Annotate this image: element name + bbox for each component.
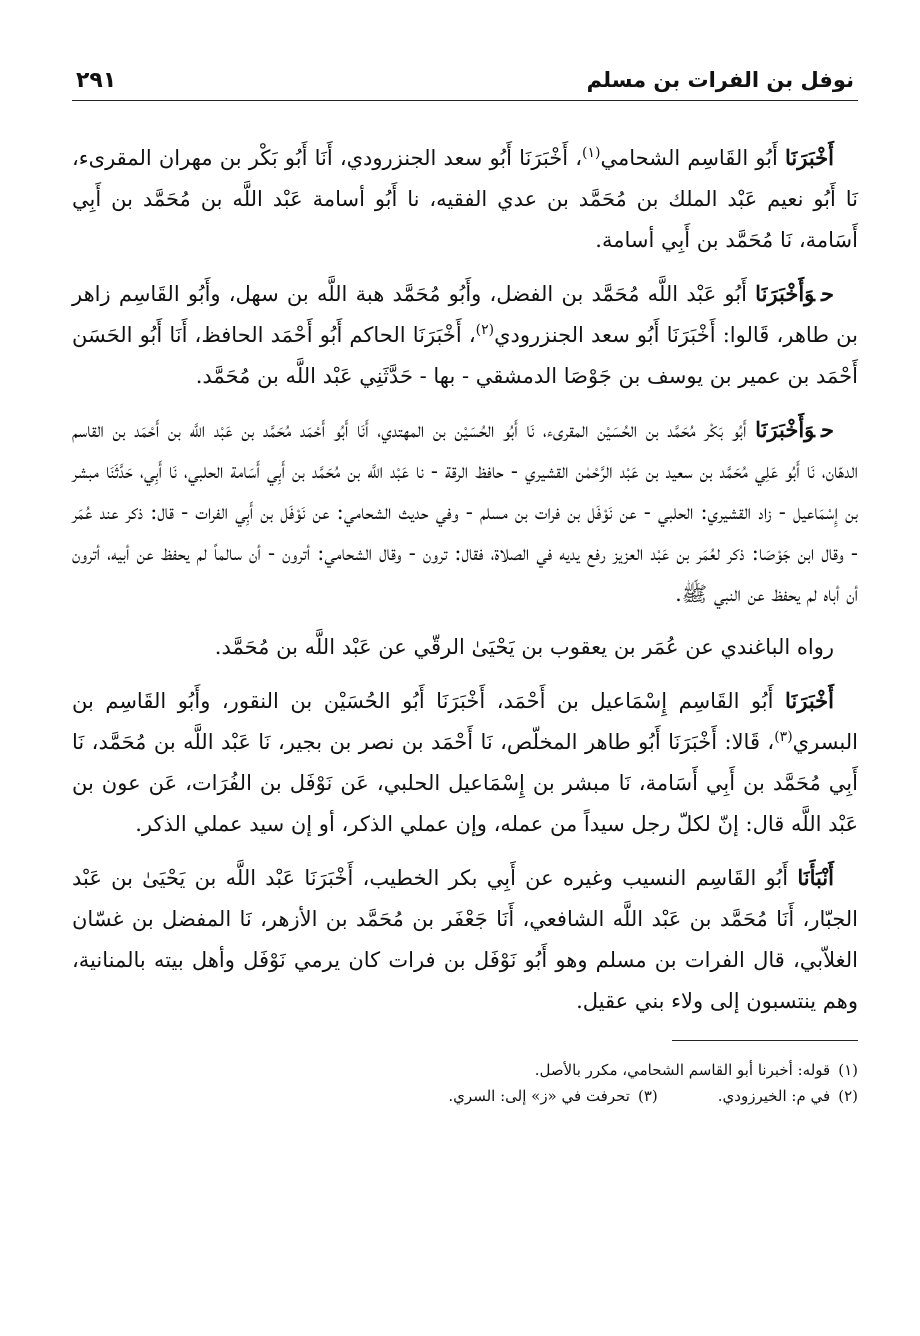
paragraph-text: أَبُو عَبْد اللَّه مُحَمَّد بن الفضل، وأَبُو مُحَمَّد هبة اللَّه بن سهل، وأَبُو القَاسِم زاهر بن طاهر، قَالوا: أَخْبَرَنَا أَبُو سعد الجنزرودي — [72, 282, 858, 347]
footnote-2 — [718, 1083, 858, 1109]
paragraph-5 — [72, 680, 858, 845]
paragraph-lead: أَخْبَرَنَا — [785, 145, 834, 170]
paragraph-text: ، أَخْبَرَنَا الحاكم أَبُو أَحْمَد الحافظ، أَنَا أَبُو الحَسَن أَحْمَد بن عمير بن يوسف بن جَوْصَا الدمشقي - بها - حَدَّثَنِي عَبْد اللَّه بن مُحَمَّد. — [72, 323, 858, 388]
footnote-divider — [672, 1040, 858, 1041]
footnote-row — [72, 1083, 858, 1109]
footnotes — [72, 1057, 858, 1109]
paragraph-lead: أَخْبَرَنَا — [785, 688, 834, 713]
paragraph-lead: وَأَخْبَرَنَا — [755, 281, 816, 306]
footnote-row — [72, 1057, 858, 1083]
page-number: ٢٩١ — [76, 68, 117, 93]
paragraph-marker: ح — [821, 417, 834, 442]
paragraph-text: أَبُو بَكْر مُحَمَّد بن الحُسَيْن المقرىء، نَا أَبُو الحُسَيْن بن المهتدي، أَنَا أَبُو أَحْمَد مُحَمَّد بن عَبْد اللَّه بن أَحْمَد بن القاسم الدهّان، نَا أَبُو عَلِي مُحَمَّد بن سعيد بن عَبْد الرَّحْمٰن القشيري - حافظ الرقة - نا عَبْد اللَّه بن مُحَمَّد بن أَبِي أَسَامة الحلبي، نَا أَبِي، حَدَّثَنَا مبشر بن إِسْمَاعيل - زاد القشيري: الحلبي - عن نَوْفَل بن فرات بن مسلم - وفي حديث الشحامي: عن نَوْفَل بن أَبِي الفرات - قال: ذكر عند عُمَر - وقال ابن جَوْصَا: ذكر لعُمَر بن عَبْد العزيز رفع يديه في الصلاة، فقال: ترون - وقال الشحامي: أترون - أن سالماً لم يحفظ عن أبيه، أترون أن أباه لم يحفظ عن النبي ﷺ. — [72, 418, 858, 606]
footnote-text: قوله: أخبرنا أبو القاسم الشحامي، مكرر بالأصل. — [534, 1061, 831, 1079]
paragraph-text: ، أَخْبَرَنَا أَبُو سعد الجنزرودي، أَنَا أَبُو بَكْر بن مهران المقرىء، نَا أَبُو نعيم عَبْد الملك بن مُحَمَّد بن عدي الفقيه، نا أَبُو أسامة عَبْد اللَّه بن مُحَمَّد بن أَبِي أَسَامة، نَا مُحَمَّد بن أَبِي أسامة. — [72, 146, 858, 252]
paragraph-1 — [72, 137, 858, 261]
running-header — [72, 60, 858, 101]
paragraph-lead: أَنْبَأَنَا — [797, 865, 834, 890]
footnote-reference: (٣) — [774, 729, 793, 745]
paragraph-lead: وَأَخْبَرَنَا — [755, 417, 816, 442]
book-page — [72, 60, 858, 1109]
footnote-number: (٢) — [838, 1087, 858, 1105]
paragraph-text: أَبُو القَاسِم الشحامي — [600, 146, 786, 170]
paragraph-marker: ح — [821, 281, 834, 306]
paragraph-4 — [72, 627, 858, 668]
paragraph-text: أَبُو القَاسِم النسيب وغيره عن أَبِي بكر الخطيب، أَخْبَرَنَا عَبْد اللَّه بن يَحْيَىٰ بن عَبْد الجبّار، أَنَا مُحَمَّد بن عَبْد اللَّه الشافعي، أَنَا جَعْفَر بن مُحَمَّد بن الأزهر، نَا المفضل بن غسّان الغلاّبي، قال الفرات بن مسلم وهو أَبُو نَوْفَل بن فرات كان يرمي نَوْفَل وأهل بيته بالمنانية، وهم ينتسبون إلى ولاء بني عقيل. — [72, 866, 858, 1013]
page-body — [72, 137, 858, 1022]
footnote-number: (٣) — [637, 1087, 658, 1105]
paragraph-text: رواه الباغندي عن عُمَر بن يعقوب بن يَحْيَىٰ الرقّي عن عَبْد اللَّه بن مُحَمَّد. — [214, 635, 834, 659]
footnote-text: في م: الخيرزودي. — [717, 1087, 831, 1105]
footnote-1 — [535, 1057, 858, 1083]
footnote-reference: (٢) — [475, 322, 495, 338]
footnote-number: (١) — [838, 1061, 858, 1079]
paragraph-6 — [72, 857, 858, 1022]
footnote-text: تحرفت في «ز» إلى: السري. — [448, 1087, 630, 1105]
footnote-3 — [448, 1083, 657, 1109]
footnote-reference: (١) — [582, 145, 601, 161]
paragraph-2 — [72, 273, 858, 397]
paragraph-3 — [72, 409, 858, 615]
running-title: نوفل بن الفرات بن مسلم — [586, 68, 854, 92]
paragraph-text: أَبُو القَاسِم إِسْمَاعيل بن أَحْمَد، أَخْبَرَنَا أَبُو الحُسَيْن بن النقور، وأَبُو القَاسِم بن البسري — [72, 689, 858, 754]
paragraph-text: ، قَالا: أَخْبَرَنَا أَبُو طاهر المخلّص، نَا أَحْمَد بن نصر بن بجير، نَا عَبْد اللَّه بن مُحَمَّد، نَا أَبِي مُحَمَّد بن أَبِي أَسَامة، نَا مبشر بن إِسْمَاعيل الحلبي، عَن نَوْفَل بن الفُرَات، عَن عون بن عَبْد اللَّه قال: إنّ لكلّ رجل سيداً من عمله، وإن عملي الذكر، أو إن سيد عملي الذكر. — [72, 730, 858, 836]
